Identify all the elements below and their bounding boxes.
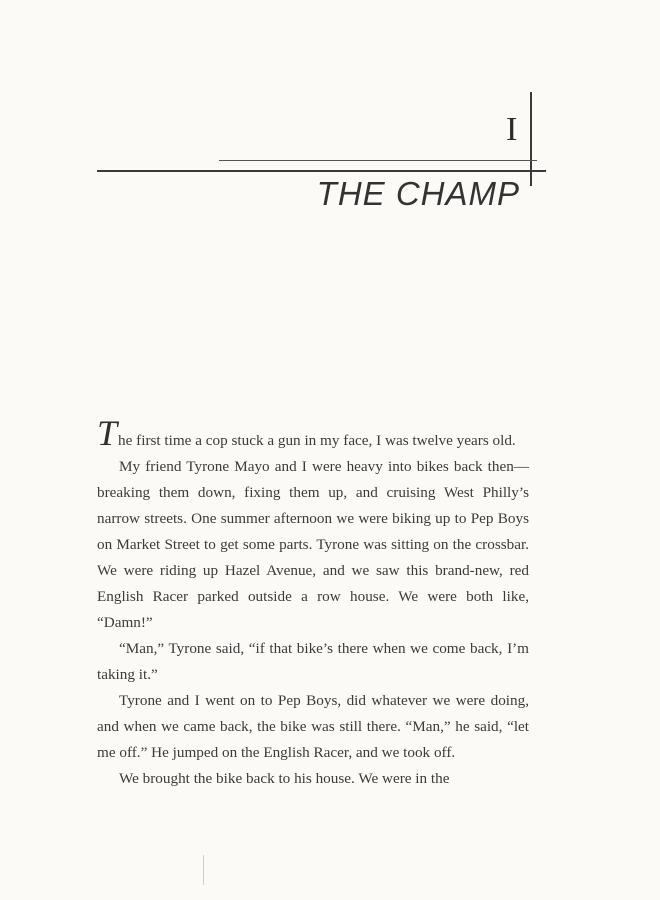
chapter-vertical-rule [530,92,532,186]
chapter-body [97,413,529,792]
paragraph-3: “Man,” Tyrone said, “if that bike’s there when we come back, I’m taking it.” [97,640,529,683]
paragraph-5: We brought the bike back to his house. We were in the [119,770,450,787]
paragraph-1 [97,413,529,454]
chapter-title: THE CHAMP [316,175,520,212]
paragraph-4: Tyrone and I went on to Pep Boys, did whatever we were doing, and when we came back, the bike was still there. “Man,” he said, “let me off.” He jumped on the English Racer, and we took off. [97,692,529,761]
scan-mark [203,855,204,885]
chapter-upper-rule [219,160,537,161]
paragraph-2: My friend Tyrone Mayo and I were heavy into bikes back then—breaking them down, fixing them up, and cruising West Philly’s narrow streets. One summer afternoon we were biking up to Pep Boys on Market Street to get some parts. Tyrone was sitting on the crossbar. We were riding up Hazel Avenue, and we saw this brand-new, red English Racer parked outside a row house. We were both like, “Damn!” [97,458,529,631]
paragraph-1-text: he first time a cop stuck a gun in my face, I was twelve years old. [118,432,516,449]
chapter-number: I [506,111,518,148]
drop-cap: T [97,413,118,453]
